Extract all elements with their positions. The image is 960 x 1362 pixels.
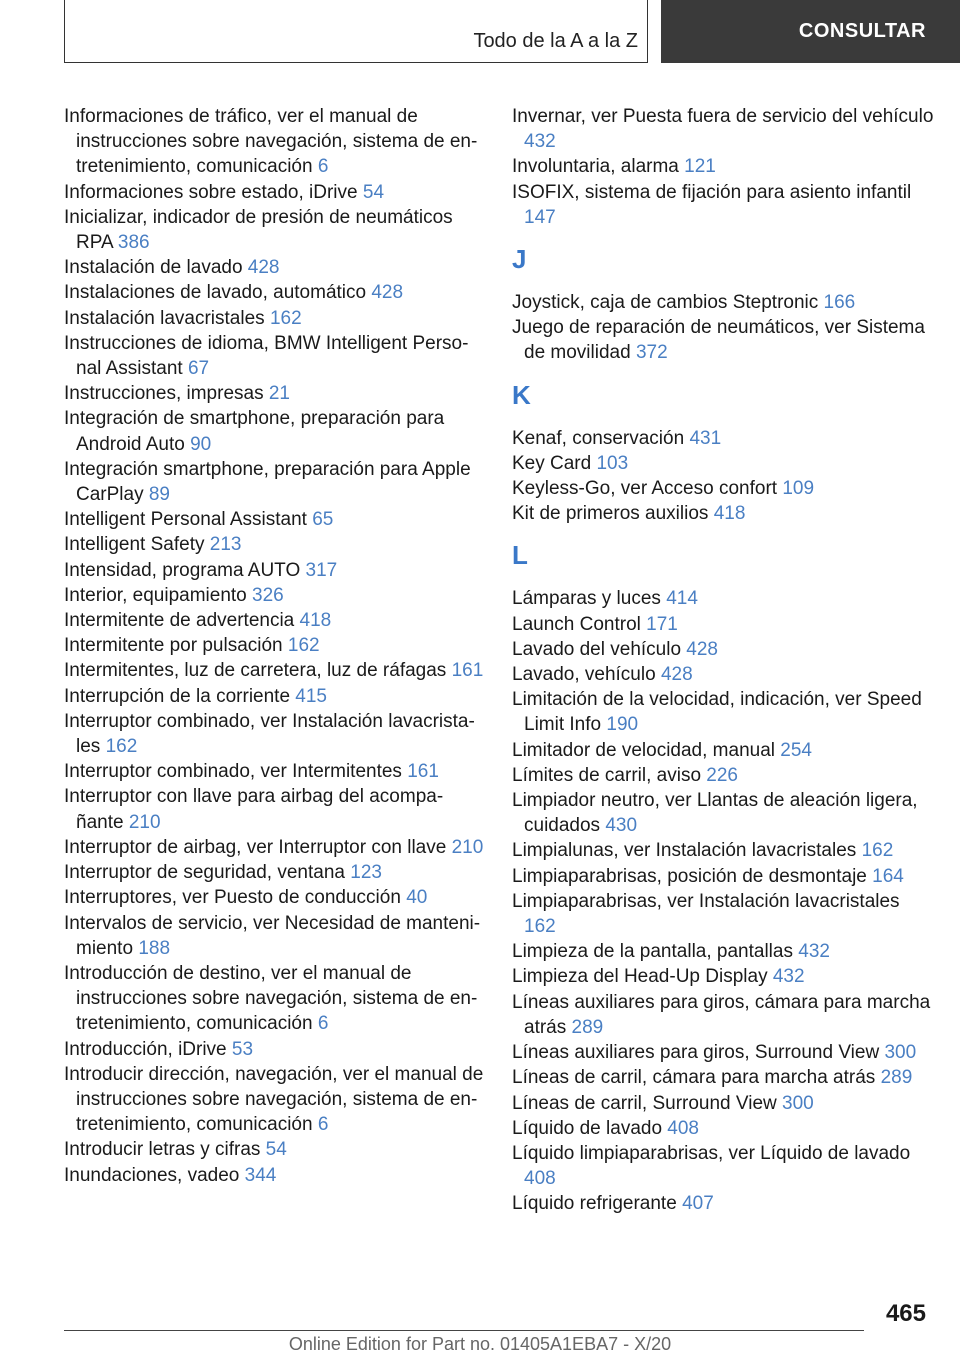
index-entry-text: Intermitente por pulsación [64, 635, 288, 657]
index-entry [512, 180, 936, 230]
index-entry-page-link[interactable]: 188 [138, 937, 171, 959]
index-entry-text: Limpialunas, ver Instalación lavacristales [512, 840, 862, 862]
index-entry [512, 476, 936, 501]
index-entry-text: Instrucciones de idioma, BMW Intelligent Personal Assistant [64, 332, 469, 380]
index-entry-text: Introducción de destino, ver el manual de instrucciones sobre navegación, sistema de entretenimiento, comunicación [64, 962, 478, 1035]
index-entry-page-link[interactable]: 6 [317, 1013, 329, 1035]
index-entry [64, 532, 484, 557]
index-entry-text: Limpieza del Head-Up Display [512, 966, 773, 988]
index-entry-page-link[interactable]: 162 [861, 840, 894, 862]
index-entry-text: Líquido de lavado [512, 1117, 668, 1139]
index-entry-page-link[interactable]: 317 [305, 559, 338, 581]
header-tab-label: CONSULTAR [798, 20, 926, 42]
index-entry-text: Intelligent Personal Assistant [64, 509, 313, 531]
index-entry [512, 964, 936, 989]
index-entry [64, 860, 484, 885]
index-entry-text: Interruptor de airbag, ver Interruptor con llave [64, 836, 452, 858]
footer-edition-text: Online Edition for Part no. 01405A1EBA7 - X/20 [288, 1334, 672, 1354]
index-entry-text: Intelligent Safety [64, 534, 210, 556]
index-entry-page-link[interactable]: 418 [713, 503, 746, 525]
index-entry-page-link[interactable]: 171 [646, 613, 678, 635]
index-entry-text: Integración smartphone, preparación para Apple CarPlay [64, 458, 471, 506]
index-entry-page-link[interactable]: 162 [287, 635, 320, 657]
index-entry-page-link[interactable]: 40 [406, 887, 428, 909]
index-entry-page-link[interactable]: 190 [606, 714, 639, 736]
footer-divider [64, 1330, 864, 1331]
index-entry [512, 1141, 936, 1191]
index-entry-text: Introducir dirección, navegación, ver el manual de instrucciones sobre navegación, sistema de entretenimiento, comunicación [64, 1063, 484, 1136]
index-entry-page-link[interactable]: 147 [524, 206, 556, 228]
index-entry-page-link[interactable]: 428 [247, 257, 280, 279]
index-column-left [64, 104, 484, 1188]
index-entry-page-link[interactable]: 432 [772, 966, 805, 988]
section-l-entry-list [512, 586, 936, 1216]
index-entry [64, 1137, 484, 1162]
index-entry-page-link[interactable]: 415 [295, 685, 327, 707]
index-entry-page-link[interactable]: 161 [451, 660, 484, 682]
page-number: 465 [885, 1300, 926, 1327]
index-entry [64, 558, 484, 583]
index-entry [512, 1191, 936, 1216]
index-entry-text: Launch Control [512, 613, 647, 635]
index-entry [64, 457, 484, 507]
index-entry [512, 104, 936, 154]
index-entry [64, 255, 484, 280]
index-entry-page-link[interactable]: 226 [706, 764, 738, 786]
index-entry [64, 381, 484, 406]
index-entry-text: Informaciones sobre estado, iDrive [64, 181, 363, 203]
index-entry-page-link[interactable]: 408 [667, 1117, 699, 1139]
index-entry [512, 788, 936, 838]
index-entry-page-link[interactable]: 326 [252, 584, 284, 606]
index-entry-text: Interruptores, ver Puesto de conducción [64, 887, 407, 909]
index-entry [512, 612, 936, 637]
header-section-title: Todo de la A a la Z [473, 30, 638, 52]
index-entry-text: Lavado del vehículo [512, 638, 687, 660]
index-entry [64, 280, 484, 305]
index-entry-page-link[interactable]: 103 [596, 452, 629, 474]
index-entry-page-link[interactable]: 428 [686, 638, 718, 660]
index-entry-text: Instalación lavacristales [64, 307, 270, 329]
index-entry-text: Inundaciones, vadeo [64, 1164, 245, 1186]
index-entry-page-link[interactable]: 289 [880, 1067, 913, 1089]
index-entry-page-link[interactable]: 210 [451, 836, 484, 858]
index-entry [64, 759, 484, 784]
index-entry-page-link[interactable]: 289 [571, 1016, 604, 1038]
index-entry-text: Intermitentes, luz de carretera, luz de ráfagas [64, 660, 452, 682]
index-entry-page-link[interactable]: 67 [187, 358, 210, 380]
index-entry-page-link[interactable]: 53 [231, 1038, 254, 1060]
index-entry-text: Instalación de lavado [64, 257, 248, 279]
index-entry-page-link[interactable]: 430 [605, 815, 638, 837]
index-entry-text: Limitador de velocidad, manual [512, 739, 781, 761]
index-entry-page-link[interactable]: 418 [299, 610, 332, 632]
index-entry-text: Líquido refrigerante [512, 1193, 683, 1215]
index-entry-text: Informaciones de tráfico, ver el manual de instrucciones sobre navegación, sistema de entretenimiento, comunicación [64, 106, 478, 178]
index-entry-text: Key Card [512, 452, 597, 474]
index-entry-page-link[interactable]: 432 [798, 941, 830, 963]
index-entry-text: Interruptor combinado, ver Intermitentes [64, 761, 408, 783]
index-entry [512, 501, 936, 526]
index-entry-page-link[interactable]: 109 [782, 478, 815, 500]
index-entry-page-link[interactable]: 372 [635, 342, 668, 364]
index-entry [512, 1091, 936, 1116]
index-entry-text: Líneas auxiliares para giros, cámara para marcha atrás [512, 991, 931, 1038]
index-entry-text: Kenaf, conservación [512, 427, 690, 449]
index-entry-page-link[interactable]: 54 [265, 1139, 287, 1161]
index-entry-text: Líneas auxiliares para giros, Surround View [512, 1042, 885, 1064]
index-entry-page-link[interactable]: 6 [317, 1114, 329, 1136]
index-entry-page-link[interactable]: 432 [524, 131, 556, 153]
index-entry-page-link[interactable]: 54 [362, 181, 385, 203]
index-entry [64, 835, 484, 860]
index-entry-page-link[interactable]: 121 [684, 156, 716, 178]
index-entry [512, 154, 936, 179]
index-entry [512, 637, 936, 662]
index-entry [512, 889, 936, 939]
index-entry-page-link[interactable]: 166 [823, 292, 856, 314]
index-entry [64, 709, 484, 759]
index-entry [64, 104, 484, 180]
index-entry [512, 1065, 936, 1090]
index-entry-text: Líquido limpiaparabrisas, ver Líquido de lavado [512, 1142, 911, 1164]
index-entry [64, 1163, 484, 1188]
index-entry-text: Límites de carril, aviso [512, 764, 707, 786]
index-entry-page-link[interactable]: 123 [350, 862, 382, 884]
section-letter-l: L [512, 540, 528, 571]
index-entry-text: Líneas de carril, cámara para marcha atrás [512, 1067, 881, 1089]
index-entry [512, 990, 936, 1040]
index-entry-page-link[interactable]: 408 [524, 1168, 556, 1190]
index-entry-text: Invernar, ver Puesta fuera de servicio del vehículo [512, 106, 934, 127]
index-entry [64, 406, 484, 456]
index-entry-page-link[interactable]: 162 [269, 307, 302, 329]
index-entry-page-link[interactable]: 431 [689, 427, 722, 449]
section-letter-j: J [512, 244, 527, 275]
index-entry [64, 911, 484, 961]
index-entry [64, 205, 484, 255]
index-entry-text: Lámparas y luces [512, 588, 667, 610]
index-entry-page-link[interactable]: 344 [244, 1164, 277, 1186]
index-entry-text: Instalaciones de lavado, automático [64, 282, 372, 304]
index-entry-page-link[interactable]: 65 [312, 509, 334, 531]
index-entry [64, 331, 484, 381]
index-entry-page-link[interactable]: 213 [209, 534, 242, 556]
index-entry-page-link[interactable]: 161 [407, 761, 439, 783]
index-entry-text: Integración de smartphone, preparación para Android Auto [64, 408, 445, 455]
index-entry-text: Lavado, vehículo [512, 664, 661, 686]
index-entry-text: Juego de reparación de neumáticos, ver Sistema de movilidad [512, 317, 925, 364]
index-entry-text: Joystick, caja de cambios Steptronic [512, 292, 824, 314]
index-entry [512, 738, 936, 763]
index-entry [64, 306, 484, 331]
index-entry [512, 864, 936, 889]
index-entry-page-link[interactable]: 162 [524, 916, 556, 938]
index-entry-text: Interruptor de seguridad, ventana [64, 862, 351, 884]
index-column-right [512, 104, 936, 1217]
index-entry-text: Limpiaparabrisas, posición de desmontaje [512, 865, 873, 887]
header-tab-consultar[interactable] [661, 0, 960, 63]
index-entry-page-link[interactable]: 90 [190, 433, 212, 455]
right-top-entry-list [512, 104, 936, 230]
index-entry [512, 1116, 936, 1141]
index-entry [64, 583, 484, 608]
index-entry-text: Keyless-Go, ver Acceso confort [512, 478, 783, 500]
index-entry [512, 939, 936, 964]
index-entry [64, 507, 484, 532]
index-entry-page-link[interactable]: 162 [105, 736, 138, 758]
index-entry-text: Interruptor con llave para airbag del acompañante [64, 786, 444, 833]
index-entry [512, 1040, 936, 1065]
section-k-entry-list [512, 426, 936, 527]
index-entry [64, 180, 484, 205]
index-entry-text: ISOFIX, sistema de fijación para asiento infantil [512, 181, 912, 203]
index-entry-page-link[interactable]: 428 [371, 282, 404, 304]
index-entry [512, 290, 936, 315]
index-entry-page-link[interactable]: 6 [317, 156, 329, 178]
index-entry-text: Introducción, iDrive [64, 1038, 232, 1060]
index-entry [64, 784, 484, 834]
index-entry [512, 763, 936, 788]
index-entry-text: Intermitente de advertencia [64, 610, 300, 632]
index-entry [512, 426, 936, 451]
index-entry-page-link[interactable]: 386 [117, 232, 150, 254]
index-entry-page-link[interactable]: 300 [782, 1092, 814, 1114]
index-entry [64, 961, 484, 1037]
index-entry [64, 1037, 484, 1062]
index-entry [64, 1062, 484, 1138]
index-entry-text: Limpiaparabrisas, ver Instalación lavacristales [512, 890, 900, 912]
index-entry-page-link[interactable]: 407 [682, 1193, 714, 1215]
index-entry-text: Interrupción de la corriente [64, 685, 296, 707]
index-entry-page-link[interactable]: 89 [148, 484, 170, 506]
index-entry-page-link[interactable]: 300 [884, 1042, 917, 1064]
index-entry [512, 315, 936, 365]
index-entry-text: Involuntaria, alarma [512, 156, 685, 178]
index-entry [512, 662, 936, 687]
index-entry-text: Introducir letras y cifras [64, 1139, 266, 1161]
index-entry-text: Intensidad, programa AUTO [64, 559, 306, 581]
index-entry-page-link[interactable]: 254 [780, 739, 812, 761]
left-entry-list [64, 104, 484, 1188]
index-entry-text: Instrucciones, impresas [64, 383, 269, 405]
index-entry-text: Limitación de la velocidad, indicación, ver Speed Limit Info [512, 689, 922, 736]
index-entry-page-link[interactable]: 414 [666, 588, 698, 610]
index-entry [64, 885, 484, 910]
index-entry [64, 633, 484, 658]
index-entry-text: Inicializar, indicador de presión de neumáticos RPA [64, 206, 453, 254]
index-entry [512, 586, 936, 611]
index-entry-text: Limpiador neutro, ver Llantas de aleación ligera, cuidados [512, 790, 918, 837]
index-entry-page-link[interactable]: 210 [128, 811, 161, 833]
index-entry [512, 838, 936, 863]
index-entry [64, 608, 484, 633]
index-entry-page-link[interactable]: 164 [872, 865, 904, 887]
index-entry-text: Limpieza de la pantalla, pantallas [512, 941, 799, 963]
index-entry [64, 684, 484, 709]
index-entry-text: Intervalos de servicio, ver Necesidad de mantenimiento [64, 912, 481, 959]
index-entry-text: Líneas de carril, Surround View [512, 1092, 783, 1114]
index-entry [512, 451, 936, 476]
index-entry [64, 658, 484, 683]
index-entry [512, 687, 936, 737]
section-j-entry-list [512, 290, 936, 366]
index-entry-page-link[interactable]: 428 [660, 664, 693, 686]
index-entry-text: Interior, equipamiento [64, 584, 253, 606]
index-entry-text: Interruptor combinado, ver Instalación lavacristales [64, 710, 475, 758]
section-letter-k: K [512, 379, 531, 410]
index-entry-page-link[interactable]: 21 [268, 383, 290, 405]
index-entry-text: Kit de primeros auxilios [512, 503, 714, 525]
